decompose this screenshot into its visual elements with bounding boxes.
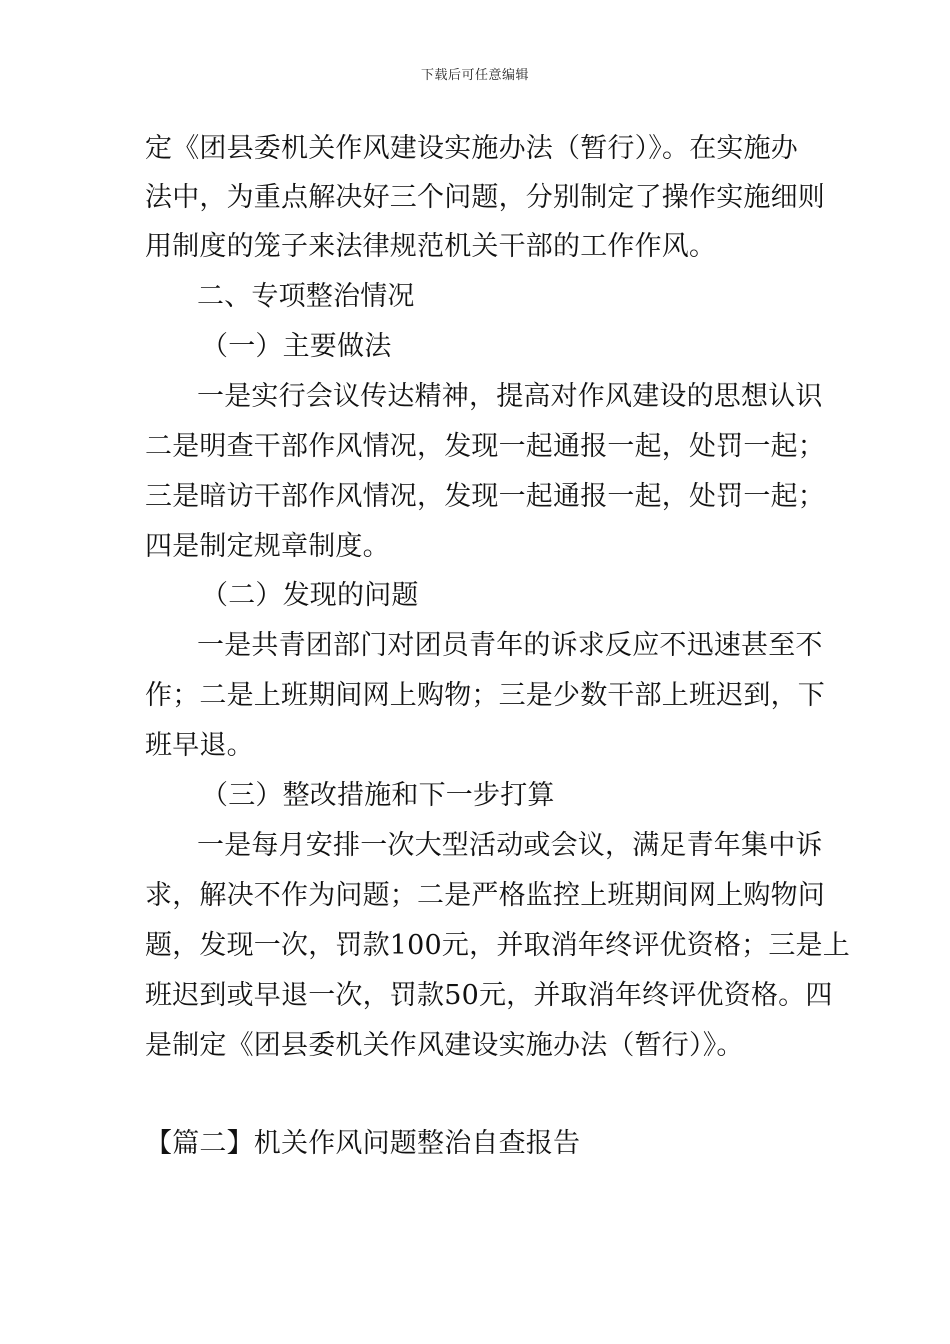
paragraph-line: 一是每月安排一次大型活动或会议，满足青年集中诉	[197, 830, 823, 861]
paragraph-line: 一是实行会议传达精神，提高对作风建设的思想认识	[197, 381, 823, 412]
paragraph-line: 作；二是上班期间网上购物；三是少数干部上班迟到，下	[145, 680, 825, 711]
paragraph-line: 是制定《团县委机关作风建设实施办法（暂行）》。	[145, 1030, 744, 1061]
section-heading: 二、专项整治情况	[197, 281, 415, 312]
paragraph-line: 四是制定规章制度。	[145, 531, 390, 562]
subsection-heading: （三）整改措施和下一步打算	[201, 780, 555, 811]
page-header: 下载后可任意编辑	[420, 68, 529, 83]
subsection-heading: （二）发现的问题	[201, 580, 419, 611]
paragraph-line: 法中，为重点解决好三个问题，分别制定了操作实施细则	[145, 182, 825, 213]
paragraph-line: 题，发现一次，罚款100元，并取消年终评优资格；三是上	[145, 930, 850, 961]
paragraph-line: 二是明查干部作风情况，发现一起通报一起，处罚一起；	[145, 431, 825, 462]
paragraph-line: 用制度的笼子来法律规范机关干部的工作作风。	[145, 231, 717, 262]
subsection-heading: （一）主要做法	[201, 331, 392, 362]
paragraph-line: 班迟到或早退一次，罚款50元，并取消年终评优资格。四	[145, 980, 833, 1011]
paragraph-line: 三是暗访干部作风情况，发现一起通报一起，处罚一起；	[145, 481, 825, 512]
article-title: 【篇二】机关作风问题整治自查报告	[145, 1128, 581, 1159]
paragraph-line: 求，解决不作为问题；二是严格监控上班期间网上购物问	[145, 880, 825, 911]
paragraph-line: 定《团县委机关作风建设实施办法（暂行）》。在实施办	[145, 133, 798, 164]
paragraph-line: 班早退。	[145, 730, 254, 761]
paragraph-line: 一是共青团部门对团员青年的诉求反应不迅速甚至不	[197, 630, 823, 661]
